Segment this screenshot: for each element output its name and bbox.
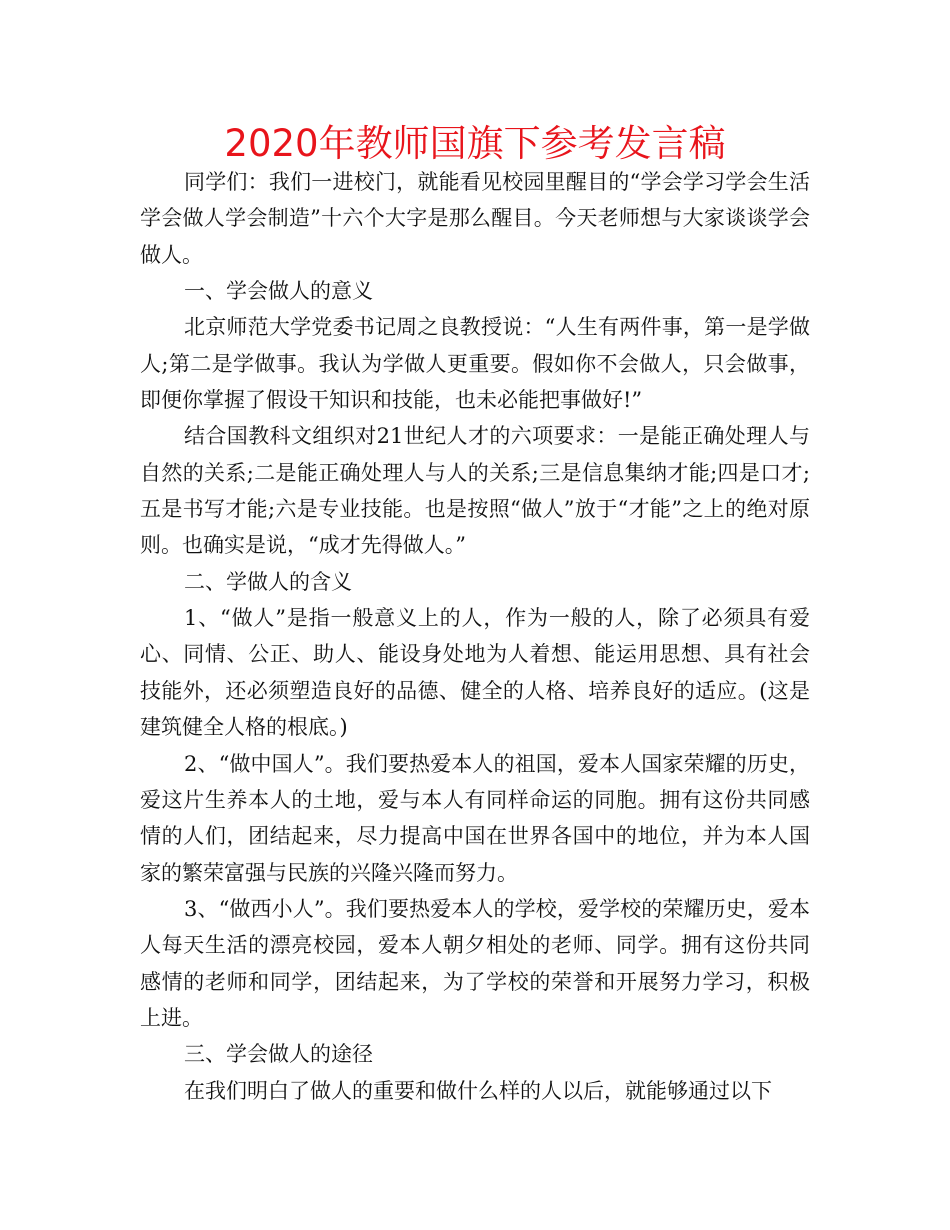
paragraph-point-2: 2、“做中国人”。我们要热爱本人的祖国，爱本人国家荣耀的历史，爱这片生养本人的土地，爱与本人有同样命运的同胞。拥有这份共同感情的人们，团结起来，尽力提高中国在世界各国中的地位，并为本人国家的繁荣富强与民族的兴隆兴隆而努力。 (140, 751, 810, 885)
paragraph-point-3: 3、“做西小人”。我们要热爱本人的学校，爱学校的荣耀历史，爱本人每天生活的漂亮校园，爱本人朝夕相处的老师、同学。拥有这份共同感情的老师和同学，团结起来，为了学校的荣誉和开展努力学习，积极上进。 (140, 896, 810, 1030)
paragraph-methods-intro: 在我们明白了做人的重要和做什么样的人以后，就能够通过以下 (184, 1078, 772, 1103)
paragraph-point-1: 1、“做人”是指一般意义上的人，作为一般的人，除了必须具有爱心、同情、公正、助人、能设身处地为人着想、能运用思想、具有社会技能外，还必须塑造良好的品德、健全的人格、培养良好的适应。(这是建筑健全人格的根底。) (140, 606, 810, 740)
paragraph-quote: 北京师范大学党委书记周之良教授说：“人生有两件事，第一是学做人;第二是学做事。我认为学做人更重要。假如你不会做人，只会做事，即便你掌握了假设干知识和技能，也未必能把事做好!” (140, 315, 810, 413)
paragraph-greeting: 同学们：我们一进校门，就能看见校园里醒目的“学会学习学会生活学会做人学会制造”十六个大字是那么醒目。今天老师想与大家谈谈学会做人。 (140, 170, 810, 267)
section-heading-definition: 二、学做人的含义 (184, 569, 352, 594)
paragraph-requirements: 结合国教科文组织对21世纪人才的六项要求：一是能正确处理人与自然的关系;二是能正确处理人与人的关系;三是信息集纳才能;四是口才;五是书写才能;六是专业技能。也是按照“做人”放于“才能”之上的绝对原则。也确实是说，“成才先得做人。” (140, 424, 810, 558)
document-title: 2020年教师国旗下参考发言稿 (224, 122, 726, 165)
section-heading-meaning: 一、学会做人的意义 (184, 279, 373, 304)
document-body (140, 164, 810, 1109)
section-heading-methods: 三、学会做人的途径 (184, 1042, 373, 1067)
